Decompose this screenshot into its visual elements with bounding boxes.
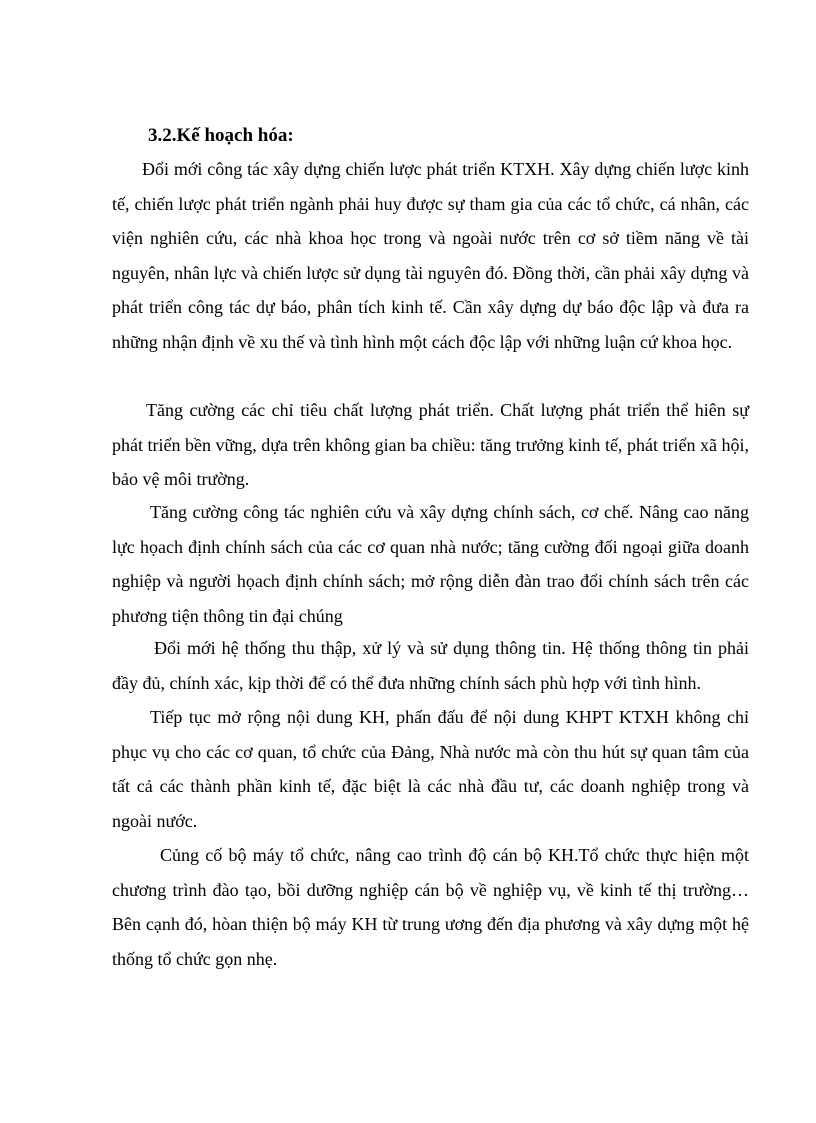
paragraph-information-system: Đổi mới hệ thống thu thập, xử lý và sử dụng thông tin. Hệ thống thông tin phải đầy đủ, chính xác, kịp thời để có thể đưa những chính sách phù hợp với tình hình.	[112, 638, 749, 693]
paragraph-quality-indicators: Tăng cường các chỉ tiêu chất lượng phát triển. Chất lượng phát triển thể hiên sự phát triển bền vững, dựa trên không gian ba chiều: tăng trưởng kinh tế, phát triển xã hội, bảo vệ môi trường.	[112, 400, 749, 489]
paragraph-plan-content: Tiếp tục mở rộng nội dung KH, phấn đấu để nội dung KHPT KTXH không chỉ phục vụ cho các cơ quan, tổ chức của Đảng, Nhà nước mà còn thu hút sự quan tâm của tất cả các thành phần kinh tế, đặc biệt là các nhà đầu tư, các doanh nghiệp trong và ngoài nước.	[112, 707, 749, 831]
paragraph-strategy: Đổi mới công tác xây dựng chiến lược phát triển KTXH. Xây dựng chiến lược kinh tế, chiến lược phát triển ngành phải huy được sự tham gia của các tổ chức, cá nhân, các viện nghiên cứu, các nhà khoa học trong và ngoài nước trên cơ sở tiềm năng về tài nguyên, nhân lực và chiến lược sử dụng tài nguyên đó. Đồng thời, cần phải xây dựng và phát triển công tác dự báo, phân tích kinh tế. Cần xây dựng dự báo độc lập và đưa ra những nhận định về xu thế và tình hình một cách độc lập với những luận cứ khoa học.	[112, 159, 749, 352]
paragraph-policy-research: Tăng cường công tác nghiên cứu và xây dựng chính sách, cơ chế. Nâng cao năng lực họach định chính sách của các cơ quan nhà nước; tăng cường đối ngoại giữa doanh nghiệp và người họach định chính sách; mở rộng diễn đàn trao đổi chính sách trên các phương tiện thông tin đại chúng	[112, 502, 749, 626]
paragraph-organization: Củng cố bộ máy tổ chức, nâng cao trình độ cán bộ KH.Tổ chức thực hiện một chương trình đào tạo, bồi dưỡng nghiệp cán bộ về nghiệp vụ, về kinh tế thị trường…Bên cạnh đó, hòan thiện bộ máy KH từ trung ương đến địa phương và xây dựng một hệ thống tổ chức gọn nhẹ.	[112, 845, 749, 969]
section-heading: 3.2.Kế hoạch hóa:	[148, 125, 294, 146]
